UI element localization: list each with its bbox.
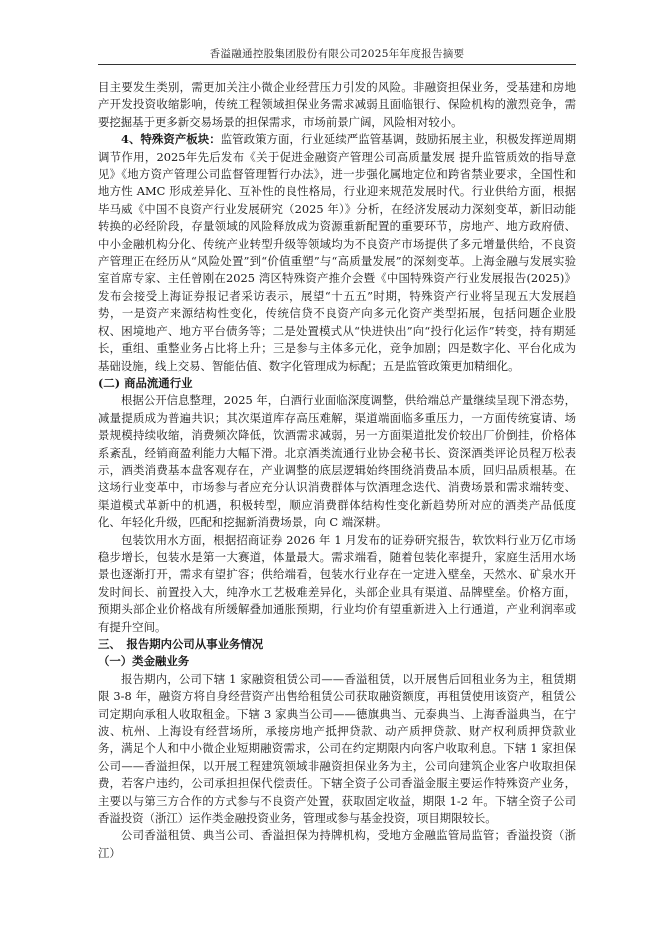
paragraph-water: 包装饮用水方面，根据招商证券 2026 年 1 月发布的证券研究报告，软饮料行业万亿市场稳步增长，包装水是第一大赛道，体量最大。需求端看，随着包装化率提升，家庭生活用水场景也逐渐打开，需求有望扩容；供给端看，包装水行业存在一定进入壁垒，天然水、矿泉水开发时间长、前置投入大，纯净水工艺极难差异化，头部企业具有渠道、品牌壁垒。价格方面，预期头部企业价格战有所缓解叠加通胀预期，行业均价有望重新进入上行通道，产业利润率或有提升空间。 [98,532,576,634]
paragraph-guarantee-risk: 目主要发生类别，需更加关注小微企业经营压力引发的风险。非融资担保业务，受基建和房地产开发投资收缩影响，传统工程领域担保业务需求减弱且面临银行、保险机构的激烈竞争，需要挖掘基于更多新交易场景的担保需求，市场前景广阔，风险相对较小。 [98,80,576,129]
paragraph-liquor: 根据公开信息整理，2025 年，白酒行业面临深度调整，供给端总产量继续呈现下滑态势，减量提质成为普遍共识；其次渠道库存高压难解，渠道端面临多重压力，一方面传统宴请、场景规模持续收缩，消费频次降低，饮酒需求减弱，另一方面渠道批发价较出厂价倒挂，价格体系紊乱，经销商盈利能力大幅下滑。北京酒类流通行业协会秘书长、资深酒类评论员程万松表示，酒类消费基本盘客观存在，产业调整的底层逻辑始终围绕消费品本质，回归品质根基。在这场行业变革中，市场参与者应充分认识消费群体与饮酒理念迭代、消费场景和需求端转变、渠道模式革新中的机遇，积极转型，顺应消费群体结构性变化新趋势所对应的酒类产品低度化、年轻化升级，匹配和挖掘新消费场景，向 C 端深耕。 [98,393,576,530]
special-assets-heading: 4、特殊资产板块： [121,132,221,147]
paragraph-special-assets [98,131,576,375]
special-assets-text: 监管政策方面，行业延续严监管基调，鼓励拓展主业，积极发挥逆周期调节作用，2025年先后发布《关于促进金融资产管理公司高质量发展 提升监管质效的指导意见》《地方资产管理公司监督管理暂行办法》，进一步强化属地定位和跨省禁业要求，全国性和地方性 AMC 形成差异化、互补性的良性格局，行业迎来规范发展时代。行业供给方面，根据毕马威《中国不良资产行业发展研究（2025 年）》分析，在经济发展动力深刻变革，新旧动能转换的必经阶段，存量领域的风险释放成为资源重新配置的重要环节，房地产、地方政府债、中小金融机构分化、传统产业转型升级等领域均为不良资产市场提供了多元增量供给，不良资产管理正在经历从“风险处置”到“价值重塑”与“高质量发展”的深刻变革。上海金融与发展实验室首席专家、主任曾刚在2025 湾区特殊资产推介会暨《中国特殊资产行业发展报告(2025)》发布会接受上海证券报记者采访表示，展望“十五五”时期，特殊资产行业将呈现五大发展趋势，一是资产来源结构性变化，传统信贷不良资产向多元化资产类型拓展，包括问题企业股权、困境地产、地方平台债务等；二是处置模式从“快进快出”向“投行化运作”转变，持有期延长，重组、重整业务占比将上升；三是参与主体多元化，竞争加剧；四是数字化、平台化成为基础设施，线上交易、智能估值、数字化管理成为标配；五是监管政策更加精细化。 [98,132,576,373]
header-title: 香溢融通控股集团股份有限公司2025年年度报告摘要 [209,48,465,60]
page-header [98,44,576,65]
paragraph-finance-business: 报告期内，公司下辖 1 家融资租赁公司——香溢租赁，以开展售后回租业务为主，租赁期限 3-8 年，融资方将自身经营资产出售给租赁公司获取融资额度，再租赁使用该资产，租赁公司定期向承租人收取租金。下辖 3 家典当公司——德旗典当、元泰典当、上海香溢典当，在宁波、杭州、上海设有经营场所，承接房地产抵押贷款、动产质押贷款、财产权利质押贷款业务，满足个人和中小微企业短期融资需求，公司在约定期限内向客户收取利息。下辖 1 家担保公司——香溢担保，以开展工程建筑领域非融资担保业务为主，公司向建筑企业客户收取担保费，若客户违约，公司承担担保代偿责任。下辖全资子公司香溢金服主要运作特殊资产业务，主要以与第三方合作的方式参与不良资产处置，获取固定收益，期限 1-2 年。下辖全资子公司香溢投资（浙江）运作类金融投资业务，管理或参与基金投资，项目期限较长。 [98,671,576,826]
paragraph-regulation: 公司香溢租赁、典当公司、香溢担保为持牌机构，受地方金融监管局监管；香溢投资（浙江） [98,828,576,860]
document-body [98,79,576,862]
section-heading-business: 三、 报告期内公司从事业务情况 [98,637,264,651]
subheading-finance: （一）类金融业务 [98,654,190,669]
subheading-commerce: (二) 商品流通行业 [98,375,193,390]
